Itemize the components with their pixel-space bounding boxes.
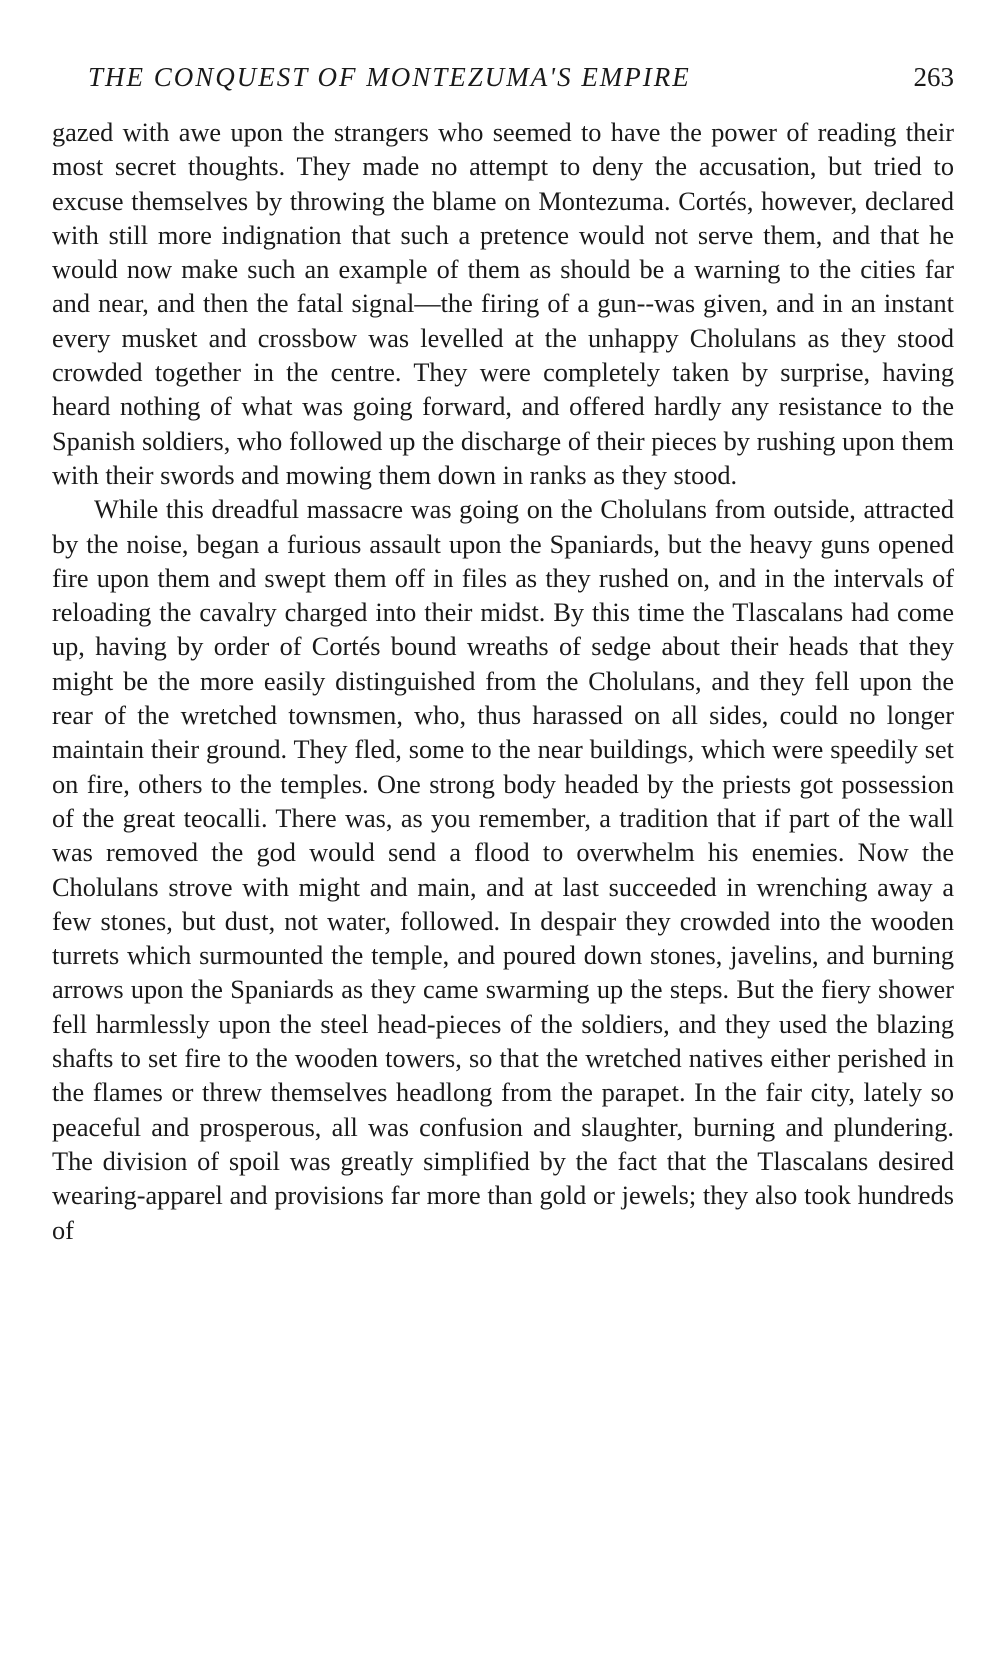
running-title: THE CONQUEST OF MONTEZUMA'S EMPIRE bbox=[88, 62, 691, 92]
paragraph-massacre: While this dreadful massacre was going on the Cholulans from outside, attracted by the noise, began a furious assault upon the Spaniards, but the heavy guns opened fire upon them and swept them off in files as they rushed on, and in the intervals of reloading the cavalry charged into their midst. By this time the Tlascalans had come up, having by order of Cortés bound wreaths of sedge about their heads that they might be the more easily distinguished from the Cholulans, and they fell upon the rear of the wretched townsmen, who, thus harassed on all sides, could no longer maintain their ground. They fled, some to the near buildings, which were speedily set on fire, others to the temples. One strong body headed by the priests got possession of the great teocalli. There was, as you remember, a tradition that if part of the wall was removed the god would send a flood to overwhelm his enemies. Now the Cholulans strove with might and main, and at last succeeded in wrenching away a few stones, but dust, not water, followed. In despair they crowded into the wooden turrets which surmounted the temple, and poured down stones, javelins, and burning arrows upon the Spaniards as they came swarming up the steps. But the fiery shower fell harmlessly upon the steel head-pieces of the soldiers, and they used the blazing shafts to set fire to the wooden towers, so that the wretched natives either perished in the flames or threw themselves headlong from the parapet. In the fair city, lately so peaceful and prosperous, all was confusion and slaughter, burning and plundering. The division of spoil was greatly simplified by the fact that the Tlascalans desired wearing-apparel and provisions far more than gold or jewels; they also took hundreds of bbox=[52, 495, 954, 1245]
book-page bbox=[52, 58, 954, 1248]
paragraph-continued: gazed with awe upon the strangers who seemed to have the power of reading their most secret thoughts. They made no attempt to deny the accusation, but tried to excuse themselves by throwing the blame on Montezuma. Cortés, however, declared with still more indignation that such a pretence would not serve them, and that he would now make such an example of them as should be a warning to the cities far and near, and then the fatal signal—the firing of a gun--was given, and in an instant every musket and crossbow was levelled at the unhappy Cholulans as they stood crowded together in the centre. They were completely taken by surprise, having heard nothing of what was going forward, and offered hardly any resistance to the Spanish soldiers, who followed up the discharge of their pieces by rushing upon them with their swords and mowing them down in ranks as they stood. bbox=[52, 118, 954, 490]
running-head bbox=[52, 58, 954, 98]
body-text bbox=[52, 116, 954, 1248]
page-number: 263 bbox=[913, 62, 954, 92]
